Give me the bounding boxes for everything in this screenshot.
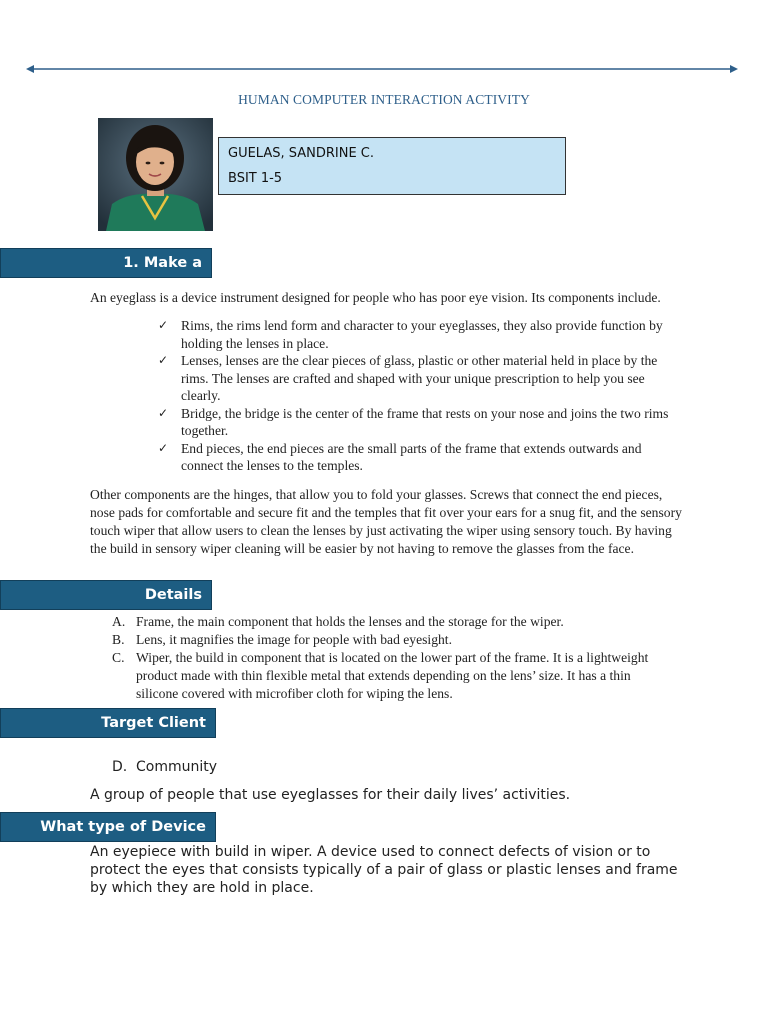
list-marker: D. <box>112 759 128 775</box>
list-item: B. Lens, it magnifies the image for people with bad eyesight. <box>112 632 452 647</box>
device-description: An eyepiece with build in wiper. A device used to connect defects of vision or to protect the eyes that consists typically of a pair of glass or plastic lenses and frame by which they are hold in place. <box>90 844 678 896</box>
list-item: ✓ End pieces, the end pieces are the small parts of the frame that extends outwards and connect the lenses to the temples. <box>158 440 642 473</box>
top-divider-rule <box>26 62 738 76</box>
list-item: ✓ Bridge, the bridge is the center of the frame that rests on your nose and joins the two rims together. <box>158 405 669 438</box>
components-list <box>158 317 684 475</box>
document-title: HUMAN COMPUTER INTERACTION ACTIVITY <box>238 92 530 107</box>
section-heading-details: Details <box>0 580 212 610</box>
student-section: BSIT 1-5 <box>228 171 283 186</box>
section-heading-target-client: Target Client <box>0 708 216 738</box>
section-heading-device-type: What type of Device <box>0 812 216 842</box>
check-mark-icon: ✓ <box>158 405 169 420</box>
list-item: ✓ Rims, the rims lend form and character to your eyeglasses, they also provide function by holding the lenses in place. <box>158 318 663 351</box>
list-item: C. Wiper, the build in component that is located on the lower part of the frame. It is a lightweight product made with thin flexible metal that extends depending on the lens’ size. It has a thin silicone covered with microfiber cloth for wiping the lens. <box>112 650 649 701</box>
student-info-box <box>218 137 566 195</box>
details-list <box>112 613 672 703</box>
check-mark-icon: ✓ <box>158 440 169 455</box>
intro-paragraph: An eyeglass is a device instrument designed for people who has poor eye vision. Its components include. <box>90 290 661 305</box>
student-name: GUELAS, SANDRINE C. <box>228 146 375 161</box>
check-mark-icon: ✓ <box>158 353 169 367</box>
target-client-description: A group of people that use eyeglasses for their daily lives’ activities. <box>90 787 571 803</box>
section-heading-make: 1. Make a <box>0 248 212 278</box>
list-item: A. Frame, the main component that holds the lenses and the storage for the wiper. <box>112 614 564 629</box>
other-components-paragraph: Other components are the hinges, that allow you to fold your glasses. Screws that connect the end pieces, nose pads for comfortable and secure fit and the temples that fit over your ears for a snug fit, and the sensory touch wiper that allow users to clean the lenses by just activating the wiper using sensory touch. By having the build in sensory wiper cleaning will be easier by not having to remove the glasses from the face. <box>90 487 682 556</box>
target-client-label: Community <box>136 759 218 775</box>
check-mark-icon: ✓ <box>158 318 169 332</box>
student-portrait <box>98 118 213 231</box>
target-client-item <box>112 758 217 776</box>
list-item: ✓ Lenses, lenses are the clear pieces of glass, plastic or other material held in place by the rims. The lenses are crafted and shaped with your unique prescription to help you see clearly. <box>158 353 658 403</box>
